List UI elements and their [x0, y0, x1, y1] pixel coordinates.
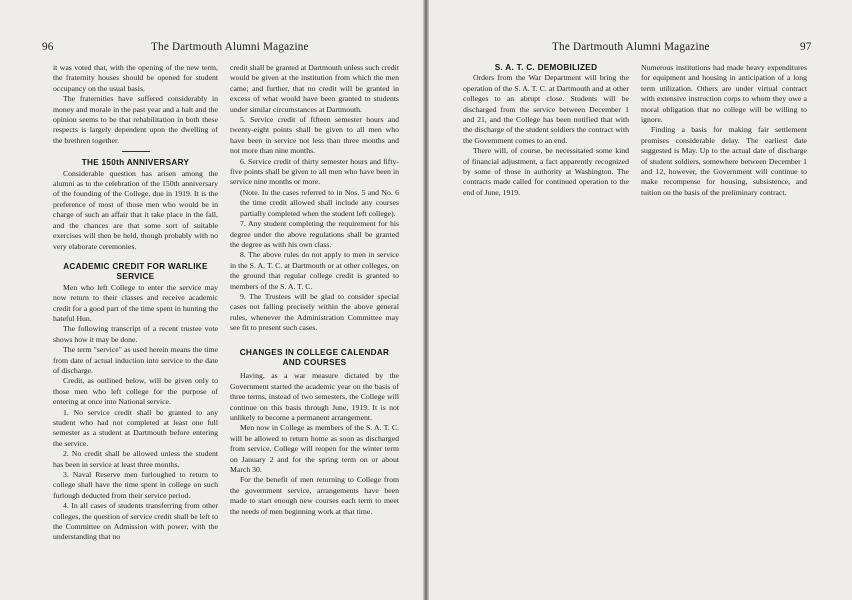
paragraph: (Note. In the cases referred to in Nos. 5 and No. 6 the time credit allowed shall include any courses partially completed when the student left college).	[240, 187, 399, 218]
paragraph: Men now in College as members of the S. A. T. C. will be allowed to return home as soon as discharged from service. College will reopen for the winter term on January 2 and for the spring term on or about March 30.	[230, 423, 399, 475]
section-heading-calendar: CHANGES IN COLLEGE CALENDAR AND COURSES	[239, 347, 390, 367]
section-heading-academic-credit: ACADEMIC CREDIT FOR WARLIKE SERVICE	[63, 261, 208, 282]
paragraph: Credit, as outlined below, will be given only to those men who left college for the purpose of entering at once into National service.	[53, 376, 218, 407]
paragraph: 6. Service credit of thirty semester hours and fifty-five points shall be given to all men who have been in service nine months or more.	[230, 156, 399, 187]
paragraph: 9. The Trustees will be glad to consider special cases not falling precisely within the above general rules, whenever the Administration Committee may see fit to present such cases.	[230, 291, 399, 333]
paragraph: 8. The above rules do not apply to men in service in the S. A. T. C. at Dartmouth or at other colleges, on the ground that regular college credit is granted to members of the S. A. T. C.	[230, 250, 399, 291]
left-column-2	[230, 63, 399, 517]
paragraph: 1. No service credit shall be granted to any student who had not completed at least one full semester as a student at Dartmouth before entering the service.	[53, 407, 218, 448]
right-page	[429, 0, 852, 600]
paragraph: For the benefit of men returning to College from the government service, arrangements have been made to start enough new courses each term to meet the needs of men beginning work at that time.	[230, 475, 399, 516]
paragraph: There will, of course, be necessitated some kind of financial adjustment, a fact apparently recognized by some of those in authority at Washington. The contracts made called for continued operation to the end of June, 1919.	[463, 146, 629, 197]
paragraph: 3. Naval Reserve men furloughed to return to college shall have the time spent in college on such furlough deducted from their service period.	[53, 470, 218, 500]
paragraph: it was voted that, with the opening of the new term, the fraternity houses should be opened for student occupancy on the usual basis.	[53, 63, 218, 93]
paragraph: credit shall be granted at Dartmouth unless such credit would be given at the institution from which the men came; and further, that no credit will be granted in excess of what would have been granted to students under similar circumstances at Dartmouth.	[230, 63, 399, 114]
paragraph: 7. Any student completing the requirement for his degree under the above regulations shall be granted the degree as with his own class.	[230, 219, 399, 249]
paragraph: Finding a basis for making fair settlement promises considerable delay. The earliest date suggested is May. Up to the actual date of discharge of student soldiers, somewhere between December 1 and 12, however, the Government will continue to make recompense for housing, subsistence, and tuition on the basis of the preliminary contract.	[641, 125, 807, 197]
paragraph: The term "service" as used herein means the time from date of actual induction into service to the date of discharge.	[53, 345, 218, 375]
paragraph: Orders from the War Department will bring the operation of the S. A. T. C. at Dartmouth and at other colleges to an abrupt close. Students will be discharged from the service between December 1 and 21, and the College has been notified that with the discharge of the student soldiers the contract with the Government comes to an end.	[463, 73, 629, 145]
right-column-1	[463, 63, 629, 198]
paragraph: 4. In all cases of students transferring from other colleges, the question of service credit shall be left to the Committee on Admission with power, with the understanding that no	[53, 501, 218, 542]
paragraph: Men who left College to enter the service may now return to their classes and receive academic credit for a good part of the time spent in hunting the hateful Hun.	[53, 282, 218, 323]
running-head: The Dartmouth Alumni Magazine	[552, 41, 710, 53]
right-column-2	[641, 63, 807, 198]
section-heading-anniversary: THE 150th ANNIVERSARY	[81, 158, 190, 168]
paragraph: The fraternities have suffered considerably in money and morale in the past year and a halt and the opinion seems to be that rehabilitation in both these respects is largely dependent upon the dwelling of the brethren together.	[53, 94, 218, 145]
paragraph: Numerous institutions had made heavy expenditures for equipment and housing in anticipation of a long term utilization. Others are under virtual contract with extensive instruction corps to whom they owe a moral obligation that no college will be willing to ignore.	[641, 63, 807, 125]
paragraph: Having, as a war measure dictated by the Government started the academic year on the basis of three terms, instead of two semesters, the College will continue on this basis through June, 1919. It is not unlikely to become a permanent arrangement.	[230, 371, 399, 422]
left-page	[0, 0, 423, 600]
paragraph: 5. Service credit of fifteen semester hours and twenty-eight points shall be given to all men who have been in service not less than three months and not more than nine months.	[230, 115, 399, 156]
paragraph: Considerable question has arisen among the alumni as to the celebration of the 150th anniversary of the founding of the College, due in 1919. It is the preference of most of those men who would be in charge of such an affair that it take place in the fall, and the chances are that some sort of suitable exercises will then be held, though probably with no very elaborate ceremonies.	[53, 168, 218, 251]
paragraph: The following transcript of a recent trustee vote shows how it may be done.	[53, 324, 218, 344]
paragraph: 2. No credit shall be allowed unless the student has been in service at least three months.	[53, 449, 218, 469]
page-number: 96	[42, 41, 54, 53]
left-column-1	[53, 63, 218, 543]
running-head: The Dartmouth Alumni Magazine	[151, 41, 309, 53]
section-heading-satc: S. A. T. C. DEMOBILIZED	[494, 63, 598, 72]
page-number: 97	[800, 41, 812, 53]
section-divider	[122, 151, 150, 152]
